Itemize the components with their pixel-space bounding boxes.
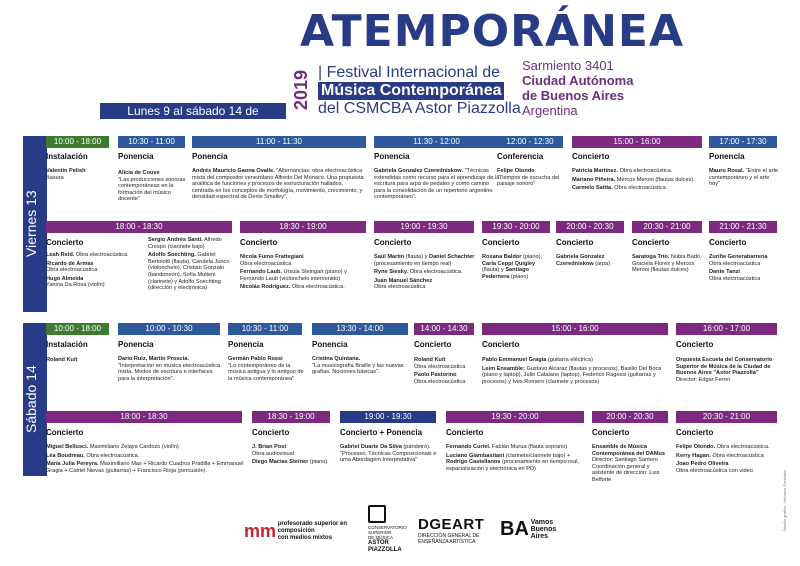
event-body bbox=[118, 356, 222, 396]
event-paragraph: Cristina Quintana. "La musicografía Braille y las nuevas grafías. Nociones básicas". bbox=[312, 356, 404, 376]
event-paragraph: Darío Ruiz, Martín Proscia. "Interpretación en música electroacústica mixta. Modos de escritura e interfaces para la interpretación". bbox=[118, 356, 221, 382]
time-slot: 20:30 - 21:00 bbox=[632, 221, 702, 233]
event-paragraph: Luciano Giambastiani (clarinete/clarinete bajo) + Rodrigo Castellanos (procesamiento en tiempo real, espacialización y electrónica en PD) bbox=[446, 452, 580, 472]
venue-address: Sarmiento 3401 bbox=[522, 58, 614, 73]
event-type: Concierto bbox=[240, 238, 278, 247]
event-body bbox=[482, 254, 552, 294]
event-body bbox=[192, 168, 364, 218]
event-paragraph: Saratoga Trío. Nubia Bado, Graciela Flores y Mercos Meroni (flautas dulces) bbox=[632, 254, 702, 274]
event-paragraph: Roxana Baldor (piano), Carla Ceppi Quigley (flauta) y Santiago Pedernera (piano) bbox=[482, 254, 543, 280]
time-slot: 16:00 - 17:00 bbox=[676, 323, 777, 335]
event-body bbox=[572, 168, 704, 218]
event-type: Concierto bbox=[482, 238, 520, 247]
event-type: Ponencia bbox=[192, 152, 228, 161]
event-paragraph: Gabriela Gonzalez Czeredniskow (arpa) bbox=[556, 254, 611, 267]
day-label-friday: Viernes 13 bbox=[23, 136, 47, 312]
time-slot: 13:30 - 14:00 bbox=[312, 323, 408, 335]
subtitle-line-3: del CSMCBA Astor Piazzolla bbox=[318, 100, 521, 117]
festival-title: ATEMPORÁNEA bbox=[300, 6, 685, 57]
event-body-secondary bbox=[148, 237, 234, 312]
event-body bbox=[556, 254, 626, 284]
event-type: Concierto bbox=[592, 428, 630, 437]
event-paragraph: Saúl Martín (flauta) y Daniel Schachter (procesamiento en tiempo real) bbox=[374, 254, 475, 267]
event-body bbox=[676, 444, 780, 492]
event-body bbox=[252, 444, 334, 484]
event-paragraph: Kerry Hagan. Obra electroacústica bbox=[676, 452, 764, 459]
event-paragraph: Ricardo de Armas Obra electroacústica bbox=[46, 260, 98, 274]
event-type: Concierto bbox=[709, 238, 747, 247]
footer-logos bbox=[0, 495, 800, 566]
event-body bbox=[340, 444, 444, 484]
event-paragraph: Valentín Pelish Basura bbox=[46, 168, 86, 181]
festival-year: 2019 bbox=[291, 69, 311, 111]
event-body bbox=[592, 444, 672, 492]
event-type: Concierto bbox=[572, 152, 610, 161]
event-paragraph: Carmelo Saitta. Obra electroacústica. bbox=[572, 185, 668, 192]
event-type: Ponencia bbox=[228, 340, 264, 349]
event-body bbox=[482, 357, 672, 405]
time-slot: 11:30 - 12:00 bbox=[374, 136, 499, 148]
time-slot: 14:00 - 14:30 bbox=[414, 323, 474, 335]
event-type: Ponencia bbox=[118, 340, 154, 349]
event-paragraph: Roland Kuit bbox=[46, 357, 78, 363]
event-body bbox=[46, 252, 141, 312]
time-slot: 20:00 - 20:30 bbox=[556, 221, 624, 233]
event-paragraph: Andrés Mauricio Gaona Ovalle. "Alternancias: obra electroacústica mixta del compositor venezolano Alfredo Del Mónaco. Una propuesta analítica de funciones y procesos de estructuración hallados, centrada en los conceptos de morfología, movimiento, crecimiento, y densidad espectral de Denis Smalley". bbox=[192, 168, 364, 201]
event-body bbox=[46, 357, 112, 369]
event-body bbox=[414, 357, 478, 397]
ba-logo-icon: BA bbox=[500, 518, 529, 540]
event-body bbox=[446, 444, 586, 492]
time-slot: 10:00 - 10:30 bbox=[118, 323, 220, 335]
event-paragraph: Juan Manuel Sánchez Obra electroacústica bbox=[374, 277, 433, 291]
event-paragraph: Sergio Andrés Santi. Alfredo Crespo (clarinete bajo) bbox=[148, 237, 222, 250]
event-paragraph: Léa Boudreau. Obra electroacústica. bbox=[46, 452, 140, 459]
time-slot: 21:00 - 21:30 bbox=[709, 221, 777, 233]
event-paragraph: Diego Macías Steiner (piano) bbox=[252, 459, 328, 466]
event-paragraph: Germán Pablo Rossi "Lo contemporáneo de la música antigua y lo antiguo de la música contemporánea" bbox=[228, 356, 304, 382]
event-type: Conferencia bbox=[497, 152, 544, 161]
event-type: Concierto bbox=[676, 340, 714, 349]
conservatorio-emblem-icon bbox=[368, 505, 386, 523]
event-body bbox=[374, 168, 500, 218]
event-paragraph: Miguel Bellusci. Maximiliano Zelaya Cardozo (violín) bbox=[46, 444, 179, 450]
time-slot: 10:30 - 11:00 bbox=[228, 323, 302, 335]
time-slot: 18:30 - 19:00 bbox=[252, 411, 330, 423]
event-body bbox=[676, 357, 780, 397]
subtitle-line-1: | Festival Internacional de bbox=[318, 64, 501, 81]
event-paragraph: Dante Tanzi Obra electroacústica bbox=[709, 269, 761, 282]
event-type: Concierto bbox=[46, 428, 84, 437]
festival-dates: Lunes 9 al sábado 14 de septiembre bbox=[100, 103, 286, 119]
event-paragraph: Nicola Fumo Frattegiani Obra electroacústica bbox=[240, 254, 304, 267]
venue-country: Argentina bbox=[522, 103, 578, 118]
event-type: Ponencia bbox=[374, 152, 410, 161]
event-body bbox=[46, 444, 246, 484]
time-slot: 18:00 - 18:30 bbox=[46, 411, 242, 423]
event-paragraph: Alicia de Couve "Las producciones sonoras contemporáneas en la formación del músico docente" bbox=[118, 170, 186, 203]
event-paragraph: Fernando Curiel. Fabián Murua (flauta soprano) bbox=[446, 444, 568, 450]
event-paragraph: Gabriel Duarte Da Silva (pandeiro). "Processo, Técnicas Composicionais e uma Abordagem Interpretativa" bbox=[340, 444, 437, 464]
time-slot: 19:00 - 19:30 bbox=[340, 411, 436, 423]
time-slot: 19:30 - 20:00 bbox=[446, 411, 584, 423]
event-body bbox=[228, 356, 306, 396]
event-paragraph: Felipe Otondo. Obra electroacústica. bbox=[676, 444, 770, 450]
event-type: Ponencia bbox=[709, 152, 745, 161]
event-type: Instalación bbox=[46, 340, 88, 349]
event-paragraph: Pablo Emmanuel Gragia (guitarra eléctrica) bbox=[482, 357, 593, 363]
event-type: Concierto bbox=[414, 340, 452, 349]
mm-logo-icon: mm bbox=[244, 521, 277, 541]
subtitle-line-2: Música Contemporánea bbox=[318, 82, 504, 100]
event-type: Concierto bbox=[556, 238, 594, 247]
time-slot: 18:30 - 19:00 bbox=[240, 221, 366, 233]
event-type: Concierto bbox=[374, 238, 412, 247]
time-slot: 20:30 - 21:00 bbox=[676, 411, 777, 423]
event-paragraph: Ensamble de Música Contemporánea del DAMus Director: Santiago Santero Coordinación general y asistente de dirección: Luis Belforte bbox=[592, 444, 666, 483]
event-body bbox=[312, 356, 410, 386]
time-slot: 20:00 - 20:30 bbox=[592, 411, 668, 423]
event-type: Concierto + Ponencia bbox=[340, 428, 423, 437]
time-slot: 10:30 - 11:00 bbox=[118, 136, 185, 148]
venue-city-1: Ciudad Autónoma bbox=[522, 73, 634, 88]
time-slot: 18:00 - 18:30 bbox=[46, 221, 232, 233]
event-paragraph: Leah Reid. Obra electroacústica. bbox=[46, 252, 129, 258]
event-type: Concierto bbox=[676, 428, 714, 437]
time-slot: 19:00 - 19:30 bbox=[374, 221, 474, 233]
event-paragraph: Mauro Rosal. "Entre el arte contemporáneo y el arte hoy" bbox=[709, 168, 779, 188]
event-paragraph: Patricia Martínez. Obra electroacústica. bbox=[572, 168, 673, 174]
venue-city-2: de Buenos Aires bbox=[522, 88, 625, 103]
event-paragraph: Nicolás Rodríguez. Obra electroacústica. bbox=[240, 284, 345, 291]
logo-buenos-aires: BA Vamos Buenos Aires bbox=[500, 518, 557, 540]
event-paragraph: Mariano Piñeira. Mercos Meroni (flautas dulces). bbox=[572, 176, 695, 183]
event-paragraph: Zuriñe Generabarrena Obra electroacústica bbox=[709, 254, 768, 267]
event-body bbox=[497, 168, 565, 202]
event-paragraph: J. Brian Post Obra audiovisual bbox=[252, 444, 294, 457]
event-paragraph: Felipe Otondo "Tiempos de escucha del paisaje sonoro" bbox=[497, 168, 560, 188]
time-slot: 19:30 - 20:00 bbox=[482, 221, 550, 233]
time-slot: 12:00 - 12:30 bbox=[497, 136, 563, 148]
event-paragraph: Paolo Pastorino Obra electroacústica bbox=[414, 372, 466, 385]
event-body bbox=[240, 254, 366, 312]
event-paragraph: Hugo Almeida Yanina Da Rosa (violín) bbox=[46, 275, 105, 289]
event-type: Ponencia bbox=[118, 152, 154, 161]
venue bbox=[522, 58, 633, 118]
event-paragraph: Adolfo Soechting. Gabriel Bertolotti (flauta), Candela Junco (violonchelo), Cristian Gonzalo (bandoneón), Sofía Molteni (clarinete) y Adolfo Soechting (dirección y electrónica) bbox=[148, 252, 230, 292]
header bbox=[0, 0, 800, 134]
logo-conservatorio: CONSERVATORIO SUPERIOR DE MÚSICA ASTOR PIAZZOLLA bbox=[368, 505, 407, 554]
event-body bbox=[374, 254, 476, 312]
event-paragraph: Joao Pedro Oliveira Obra electroacústica con video bbox=[676, 461, 753, 474]
event-paragraph: Fernando Laub. Ursula Steingart (piano) y Fernando Laub (violonchelo intervenido) bbox=[240, 269, 347, 282]
time-slot: 15:00 - 16:00 bbox=[572, 136, 702, 148]
event-body bbox=[709, 254, 779, 294]
event-body bbox=[632, 254, 702, 294]
event-type: Concierto bbox=[46, 238, 84, 247]
time-slot: 10:00 - 18:00 bbox=[46, 136, 109, 148]
event-body bbox=[118, 170, 188, 214]
event-type: Instalación bbox=[46, 152, 88, 161]
event-body bbox=[709, 168, 779, 198]
event-type: Concierto bbox=[446, 428, 484, 437]
time-slot: 15:00 - 16:00 bbox=[482, 323, 668, 335]
event-body bbox=[46, 168, 112, 188]
event-paragraph: Ryne Siesky. Obra electroacústica. bbox=[374, 269, 463, 276]
design-credit: Diseño gráfico: Verónica González bbox=[782, 470, 787, 532]
event-type: Ponencia bbox=[312, 340, 348, 349]
day-label-saturday: Sábado 14 bbox=[23, 323, 47, 476]
event-paragraph: Orquesta Escuela del Conservatorio Superior de Música de la Ciudad de Buenos Aires "Astor Piazzolla" Director: Edgar Ferrer bbox=[676, 357, 773, 383]
logo-dgeart: DGEART DIRECCIÓN GENERAL DE ENSEÑANZA ARTÍSTICA bbox=[418, 516, 485, 545]
time-slot: 17:00 - 17:30 bbox=[709, 136, 777, 148]
event-paragraph: Gabriela Gonzalez Czeredniskow. "Técnicas extendidas como recurso para el aprendizaje de la escritura para arpa de pedales y como camino para la consolidación de un repertorio argentino contemporáneo". bbox=[374, 168, 500, 201]
logo-profesorado: mm profesorado superior en composición con medios mixtos bbox=[244, 521, 348, 541]
time-slot: 11:00 - 11:30 bbox=[192, 136, 366, 148]
event-paragraph: María Julia Pereyra. Maximiliano Mas + Ricardo Cuadros Pradilla + Emmanuel Gragia + Catriel Nievas (guitarras) + Francisco Rioja (percusión). bbox=[46, 461, 244, 474]
event-paragraph: Leim Ensamble: Gustavo Alcaraz (flautas y procesos), Basilio Del Boca (piano y laptop), Julio Catalano (laptop), Federico Ragessi (guitarras y procesos) y Ives Romero (clarinete y procesos) bbox=[482, 365, 662, 385]
event-type: Concierto bbox=[252, 428, 290, 437]
event-type: Concierto bbox=[632, 238, 670, 247]
event-paragraph: Roland Kuit Obra electroacústica bbox=[414, 357, 466, 370]
event-type: Concierto bbox=[482, 340, 520, 349]
time-slot: 10:00 - 18:00 bbox=[46, 323, 109, 335]
